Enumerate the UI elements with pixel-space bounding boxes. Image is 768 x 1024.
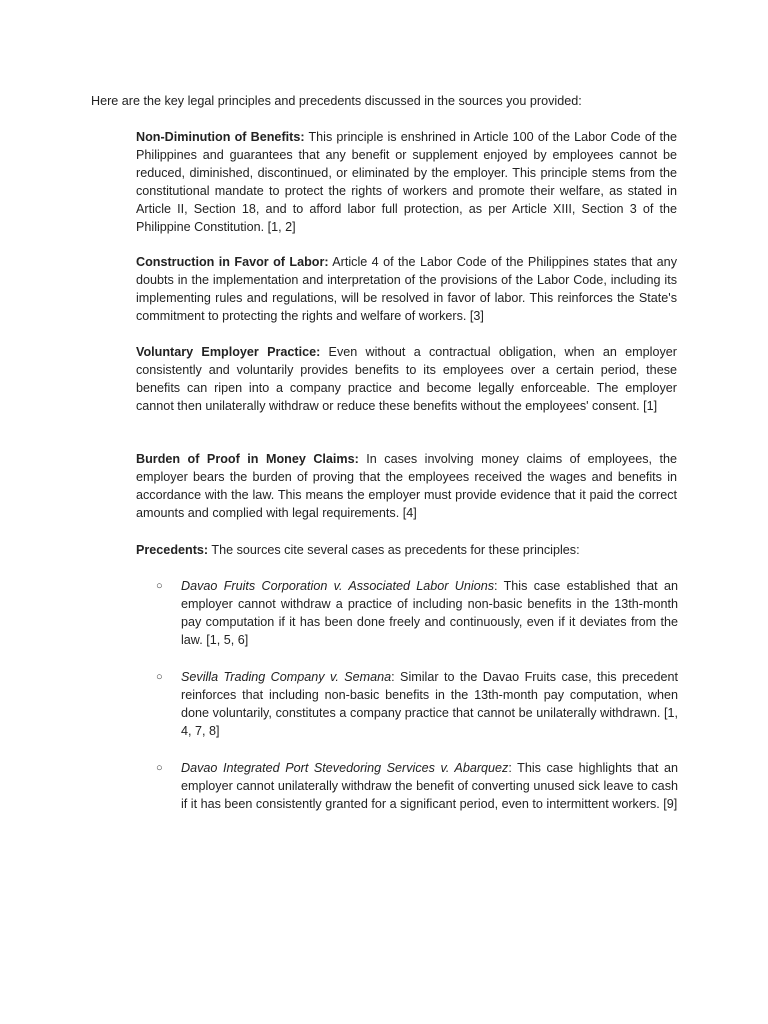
case-description — [181, 668, 678, 740]
case-name: Sevilla Trading Company v. Semana — [181, 670, 392, 684]
hollow-circle-bullet-icon: ○ — [156, 762, 163, 774]
principle-body: Even without a contractual obligation, when an employer consistently and voluntarily provides benefits to its employees over a certain period, these benefits can ripen into a company practice and become legally enforceable. The employer cannot then unilaterally withdraw or reduce these benefits without the employees' consent. [1] — [136, 345, 677, 413]
principle-voluntary-employer-practice — [136, 343, 677, 415]
case-name: Davao Fruits Corporation v. Associated Labor Unions — [181, 579, 495, 593]
case-description — [181, 577, 678, 649]
principle-title: Construction in Favor of Labor: — [136, 255, 329, 269]
principle-burden-of-proof — [136, 450, 677, 522]
precedents-heading-paragraph — [136, 541, 677, 559]
precedents-title: Precedents: — [136, 543, 209, 557]
principle-body: Article 4 of the Labor Code of the Philippines states that any doubts in the implementation and interpretation of the provisions of the Labor Code, including its implementing rules and regulations, will be resolved in favor of labor. This reinforces the State's commitment to protecting the rights and welfare of workers. [3] — [136, 255, 677, 323]
principle-construction-favor-labor — [136, 253, 677, 325]
case-summary: : This case highlights that an employer cannot unilaterally withdraw the benefit of converting unused sick leave to cash if it has been consistently granted for a significant period, even to intermittent workers. [9] — [181, 761, 678, 811]
principle-title: Burden of Proof in Money Claims: — [136, 452, 359, 466]
precedents-body: The sources cite several cases as precedents for these principles: — [208, 543, 580, 557]
principle-body: In cases involving money claims of employees, the employer bears the burden of proving that the employees received the wages and benefits in accordance with the law. This means the employer must provide evidence that it paid the correct amounts and complied with legal requirements. [4] — [136, 452, 677, 520]
intro-paragraph: Here are the key legal principles and precedents discussed in the sources you provided: — [91, 94, 582, 108]
case-summary: : Similar to the Davao Fruits case, this precedent reinforces that including non-basic benefits in the 13th-month pay computation, when done voluntarily, constitutes a company practice that cannot be unilaterally withdrawn. [1, 4, 7, 8] — [181, 670, 678, 738]
principle-title: Non-Diminution of Benefits: — [136, 130, 305, 144]
hollow-circle-bullet-icon: ○ — [156, 580, 163, 592]
principle-body: This principle is enshrined in Article 100 of the Labor Code of the Philippines and guarantees that any benefit or supplement enjoyed by employees cannot be reduced, diminished, discontinued, or eliminated by the employer. This principle stems from the constitutional mandate to protect the rights of workers and promote their welfare, as stated in Article II, Section 18, and to afford labor full protection, as per Article XIII, Section 3 of the Philippine Constitution. [1, 2] — [136, 130, 677, 234]
case-summary: : This case established that an employer cannot withdraw a practice of including non-basic benefits in the 13th-month pay computation if it has been done freely and continuously, even if it deviates from the law. [1, 5, 6] — [181, 579, 678, 647]
case-description — [181, 759, 678, 813]
hollow-circle-bullet-icon: ○ — [156, 671, 163, 683]
principle-title: Voluntary Employer Practice: — [136, 345, 321, 359]
case-name: Davao Integrated Port Stevedoring Services v. Abarquez — [181, 761, 509, 775]
principle-non-diminution — [136, 128, 677, 236]
